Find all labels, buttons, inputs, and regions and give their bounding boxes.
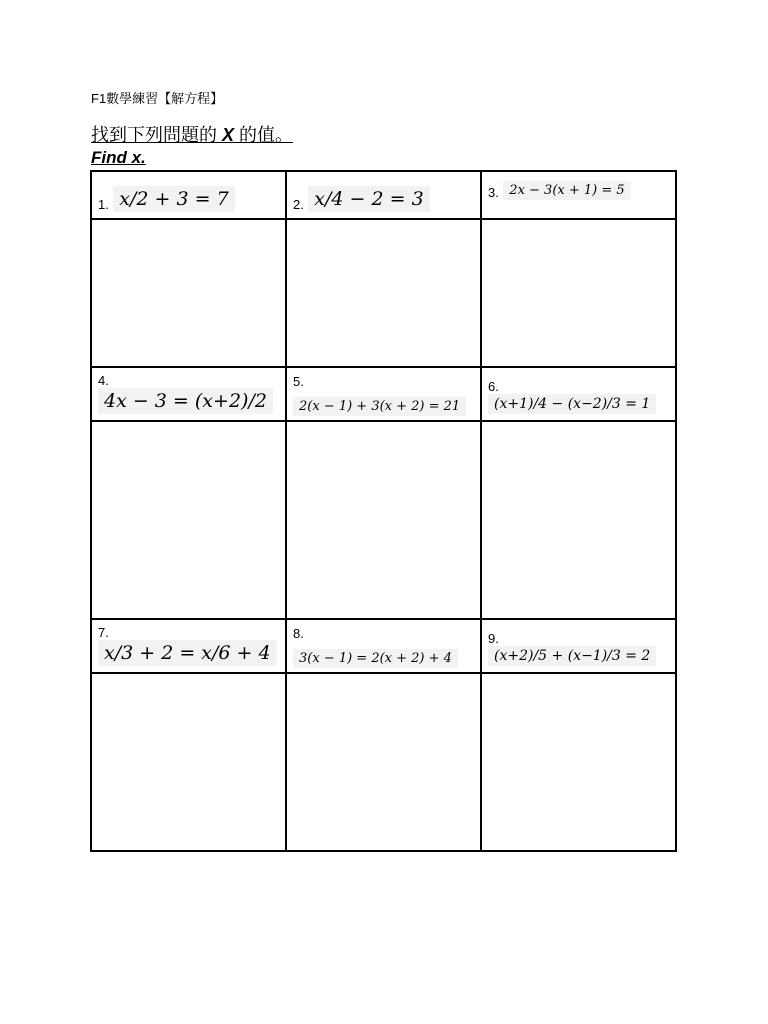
answer-space[interactable] xyxy=(286,421,481,619)
question-number: 6. xyxy=(488,379,499,394)
question-grid xyxy=(90,170,677,852)
question-number: 4. xyxy=(98,373,109,388)
question-cell-6 xyxy=(481,367,676,421)
instruction-zh-before: 找到下列問題的 xyxy=(91,125,217,145)
answer-space[interactable] xyxy=(481,421,676,619)
question-equation: 2(x − 1) + 3(x + 2) = 21 xyxy=(293,397,466,416)
answer-space[interactable] xyxy=(481,673,676,851)
question-number: 7. xyxy=(98,625,109,640)
question-cell-7 xyxy=(91,619,286,673)
question-equation: x/2 + 3 = 7 xyxy=(113,186,234,212)
answer-space[interactable] xyxy=(481,219,676,367)
question-row-1 xyxy=(91,171,676,219)
question-equation: (x+2)/5 + (x−1)/3 = 2 xyxy=(488,646,656,666)
question-equation: x/3 + 2 = x/6 + 4 xyxy=(98,640,277,666)
question-cell-2 xyxy=(286,171,481,219)
question-cell-9 xyxy=(481,619,676,673)
instruction-chinese xyxy=(91,121,293,147)
answer-row-1 xyxy=(91,219,676,367)
answer-row-3 xyxy=(91,673,676,851)
question-number: 2. xyxy=(293,197,304,212)
question-number: 8. xyxy=(293,626,304,641)
question-cell-1 xyxy=(91,171,286,219)
question-equation: 3(x − 1) = 2(x + 2) + 4 xyxy=(293,649,458,668)
instruction-english: Find x. xyxy=(91,148,146,167)
answer-row-2 xyxy=(91,421,676,619)
answer-space[interactable] xyxy=(286,219,481,367)
question-cell-4 xyxy=(91,367,286,421)
question-row-2 xyxy=(91,367,676,421)
question-cell-3 xyxy=(481,171,676,219)
question-equation: 4x − 3 = (x+2)/2 xyxy=(98,388,273,414)
question-cell-5 xyxy=(286,367,481,421)
question-number: 5. xyxy=(293,374,304,389)
question-row-3 xyxy=(91,619,676,673)
question-number: 9. xyxy=(488,631,499,646)
worksheet-header: F1數學練習【解方程】 xyxy=(91,91,224,106)
question-equation: x/4 − 2 = 3 xyxy=(308,186,429,212)
instruction-zh-variable: X xyxy=(222,125,235,145)
answer-space[interactable] xyxy=(91,219,286,367)
question-equation: 2x − 3(x + 1) = 5 xyxy=(503,181,630,200)
question-equation: (x+1)/4 − (x−2)/3 = 1 xyxy=(488,394,656,414)
answer-space[interactable] xyxy=(91,421,286,619)
question-cell-8 xyxy=(286,619,481,673)
question-number: 3. xyxy=(488,185,499,200)
answer-space[interactable] xyxy=(91,673,286,851)
answer-space[interactable] xyxy=(286,673,481,851)
question-number: 1. xyxy=(98,197,109,212)
instruction-zh-after: 的值。 xyxy=(239,125,294,145)
